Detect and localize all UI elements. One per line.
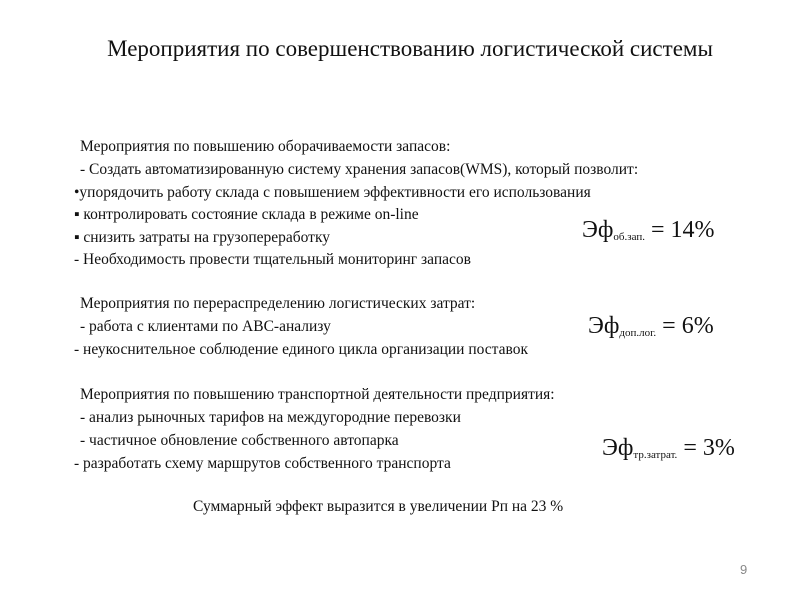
section-heading: Мероприятия по повышению транспортной деятельности предприятия: <box>80 386 555 403</box>
formula-sub: тр.затрат. <box>633 449 678 461</box>
list-item: •упорядочить работу склада с повышением эффективности его использования <box>74 184 591 201</box>
formula-base: Эф <box>588 313 620 339</box>
list-item: - анализ рыночных тарифов на междугородние перевозки <box>80 409 461 426</box>
page-number: 9 <box>740 562 748 577</box>
list-item: ▪ снизить затраты на грузопереработку <box>74 229 331 246</box>
list-item: - Создать автоматизированную систему хранения запасов(WMS), который позволит: <box>80 161 639 178</box>
formula-base: Эф <box>582 217 614 243</box>
section-heading: Мероприятия по перераспределению логистических затрат: <box>80 295 476 312</box>
formula-value: = 14% <box>650 217 715 243</box>
summary-text: Суммарный эффект выразится в увеличении Рп на 23 % <box>193 498 564 515</box>
formula-logistics <box>588 313 714 340</box>
slide-title: Мероприятия по совершенствованию логистической системы <box>107 36 713 61</box>
formula-base: Эф <box>602 435 634 461</box>
list-item: - частичное обновление собственного автопарка <box>80 432 399 449</box>
list-item: - неукоснительное соблюдение единого цикла организации поставок <box>74 341 528 358</box>
formula-turnover <box>582 217 715 244</box>
formula-sub: доп.лог. <box>619 327 657 339</box>
formula-value: = 6% <box>662 313 714 339</box>
formula-sub: об.зап. <box>613 231 645 243</box>
formula-value: = 3% <box>683 435 735 461</box>
list-item: - разработать схему маршрутов собственного транспорта <box>74 455 451 472</box>
section-heading: Мероприятия по повышению оборачиваемости запасов: <box>80 138 451 155</box>
list-item: - Необходимость провести тщательный мониторинг запасов <box>74 251 471 268</box>
formula-transport <box>602 435 735 462</box>
list-item: - работа с клиентами по АВС-анализу <box>80 318 331 335</box>
list-item: ▪ контролировать состояние склада в режиме on-line <box>74 206 419 223</box>
